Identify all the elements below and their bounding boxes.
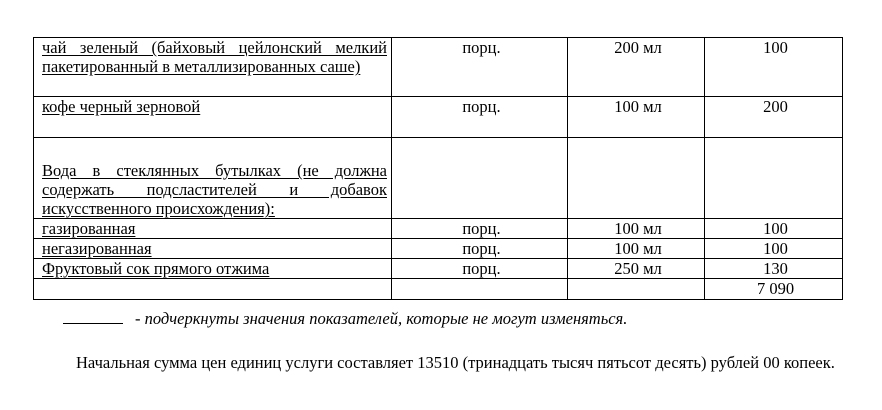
item-volume: 100 мл [568, 219, 705, 239]
item-name: газированная [34, 219, 392, 239]
item-quantity: 100 [705, 219, 843, 239]
underline-sample [63, 309, 123, 324]
item-quantity: 130 [705, 259, 843, 279]
item-volume: 100 мл [568, 239, 705, 259]
item-volume: 100 мл [568, 97, 705, 138]
item-unit: порц. [392, 219, 568, 239]
item-name [34, 279, 392, 300]
table-row-total [34, 279, 843, 300]
table-row [34, 97, 843, 138]
item-volume: 200 мл [568, 38, 705, 97]
note-text: - подчеркнуты значения показателей, которые не могут изменяться. [135, 309, 628, 328]
item-unit [392, 138, 568, 219]
item-unit [392, 279, 568, 300]
item-name: Фруктовый сок прямого отжима [34, 259, 392, 279]
item-quantity: 100 [705, 239, 843, 259]
item-volume [568, 279, 705, 300]
item-unit: порц. [392, 259, 568, 279]
item-unit: порц. [392, 97, 568, 138]
price-summary-paragraph: Начальная сумма цен единиц услуги составляет 13510 (тринадцать тысяч пятьсот десять) рублей 00 копеек. [76, 353, 835, 372]
table-row [34, 239, 843, 259]
price-table [33, 37, 843, 300]
item-quantity: 200 [705, 97, 843, 138]
table-row [34, 138, 843, 219]
item-volume [568, 138, 705, 219]
item-unit: порц. [392, 38, 568, 97]
item-name: негазированная [34, 239, 392, 259]
total-quantity: 7 090 [705, 279, 843, 300]
table-row [34, 219, 843, 239]
item-quantity: 100 [705, 38, 843, 97]
item-name: чай зеленый (байховый цейлонский мелкий пакетированный в металлизированных саше) [34, 38, 392, 97]
underline-legend-note [63, 309, 627, 329]
item-volume: 250 мл [568, 259, 705, 279]
item-name: кофе черный зерновой [34, 97, 392, 138]
item-name: Вода в стеклянных бутылках (не должна содержать подсластителей и добавок искусственного происхождения): [34, 138, 392, 219]
item-quantity [705, 138, 843, 219]
table-row [34, 38, 843, 97]
item-unit: порц. [392, 239, 568, 259]
table-row [34, 259, 843, 279]
